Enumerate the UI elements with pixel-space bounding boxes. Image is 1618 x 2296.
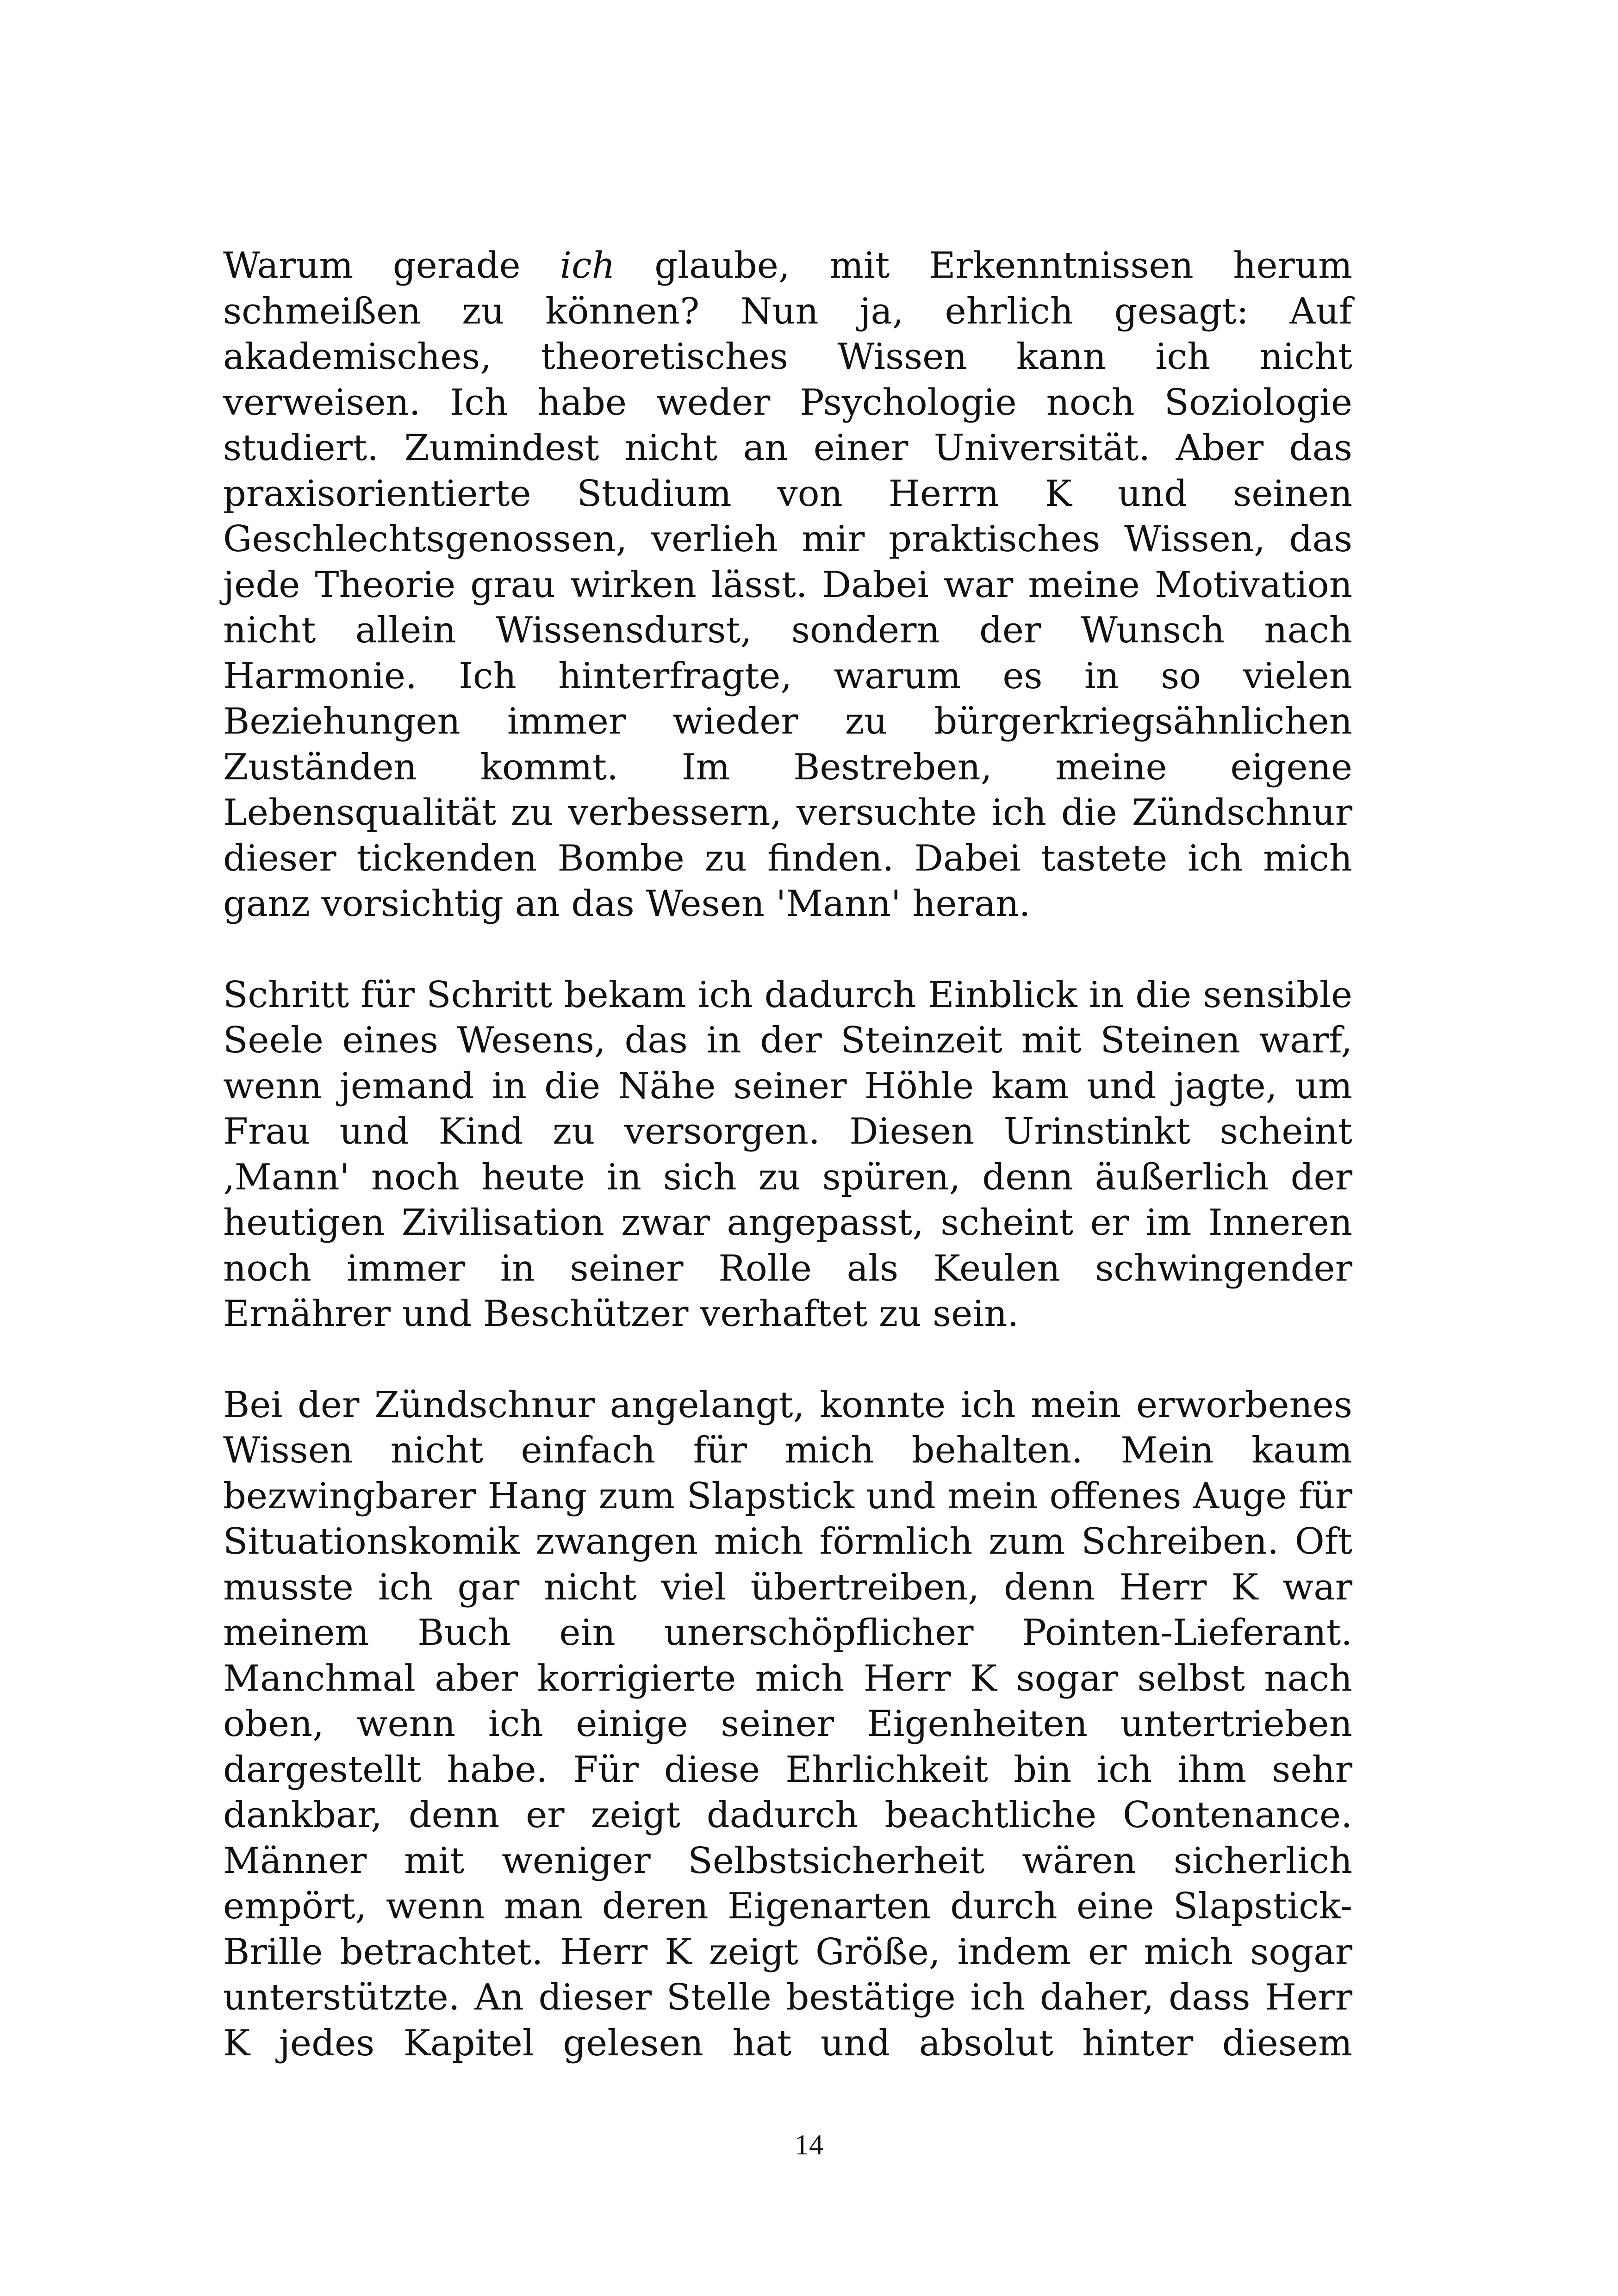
body-text: [223, 243, 1352, 2066]
paragraph-1-text-start: Warum gerade: [223, 245, 560, 286]
emphasized-word: ich: [560, 245, 615, 286]
page-number: 14: [795, 2129, 823, 2161]
paragraph-3-text: Bei der Zündschnur angelangt, konnte ich mein erworbenes Wissen nicht einfach für mich behalten. Mein kaum bezwingbarer Hang zum Slapstick und mein offenes Auge für Situationskomik zwangen mich förmlich zum Schreiben. Oft musste ich gar nicht viel übertreiben, denn Herr K war meinem Buch ein unerschöpflicher Pointen-Lieferant. Manchmal aber korrigierte mich Herr K sogar selbst nach oben, wenn ich einige seiner Eigenheiten untertrieben dargestellt habe. Für diese Ehrlichkeit bin ich ihm sehr dankbar, denn er zeigt dadurch beachtliche Contenance. Männer mit weniger Selbstsicherheit wären sicherlich empört, wenn man deren Eigenarten durch eine Slapstick-Brille betrachtet. Herr K zeigt Größe, indem er mich sogar unterstützte. An dieser Stelle bestätige ich daher, dass Herr K jedes Kapitel gelesen hat und absolut hinter diesem: [223, 1384, 1352, 2064]
paragraph-1: [223, 243, 1352, 927]
paragraph-2: [223, 972, 1352, 1337]
paragraph-2-text: Schritt für Schritt bekam ich dadurch Einblick in die sensible Seele eines Wesens, das in der Steinzeit mit Steinen warf, wenn jemand in die Nähe seiner Höhle kam und jagte, um Frau und Kind zu versorgen. Diesen Urinstinkt scheint ‚Mann' noch heute in sich zu spüren, denn äußerlich der heutigen Zivilisation zwar angepasst, scheint er im Inneren noch immer in seiner Rolle als Keulen schwingender Ernährer und Beschützer verhaftet zu sein.: [223, 974, 1352, 1335]
paragraph-1-text-rest: glaube, mit Erkenntnissen herum schmeißen zu können? Nun ja, ehrlich gesagt: Auf akademisches, theoretisches Wissen kann ich nicht verweisen. Ich habe weder Psychologie noch Soziologie studiert. Zumindest nicht an einer Universität. Aber das praxisorientierte Studium von Herrn K und seinen Geschlechtsgenossen, verlieh mir praktisches Wissen, das jede Theorie grau wirken lässt. Dabei war meine Motivation nicht allein Wissensdurst, sondern der Wunsch nach Harmonie. Ich hinterfragte, warum es in so vielen Beziehungen immer wieder zu bürgerkriegsähnlichen Zuständen kommt. Im Bestreben, meine eigene Lebensqualität zu verbessern, versuchte ich die Zündschnur dieser tickenden Bombe zu finden. Dabei tastete ich mich ganz vorsichtig an das Wesen 'Mann' heran.: [223, 245, 1352, 925]
paragraph-3: [223, 1382, 1352, 2066]
